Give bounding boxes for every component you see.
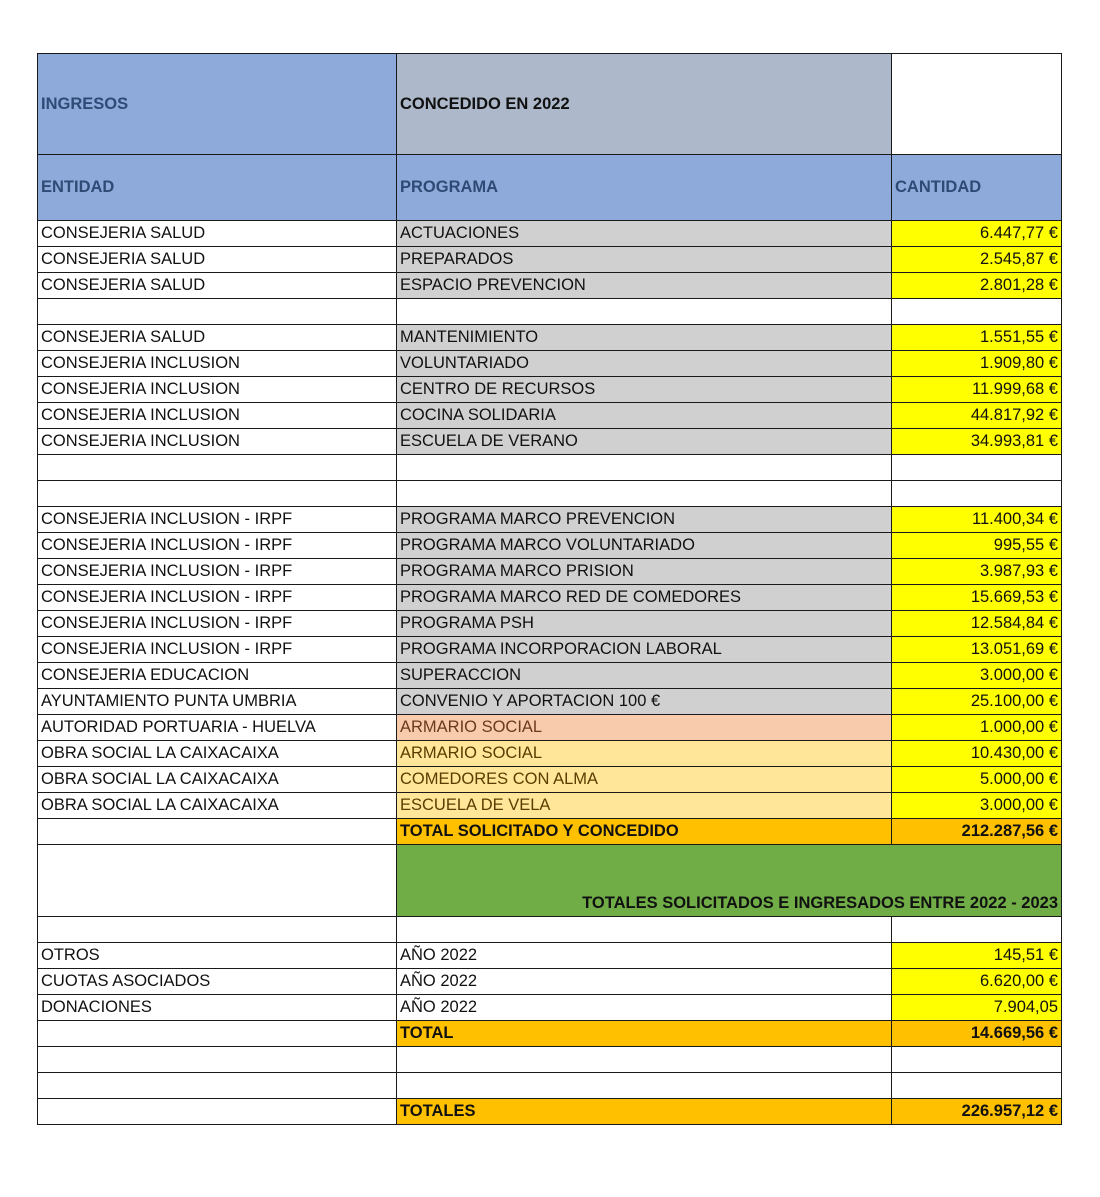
entidad-cell[interactable] [38,481,397,507]
programa-cell[interactable]: PROGRAMA INCORPORACION LABORAL [397,637,892,663]
entidad-cell[interactable]: OBRA SOCIAL LA CAIXACAIXA [38,741,397,767]
ingresos-title: INGRESOS [38,54,397,155]
cantidad-cell[interactable]: 5.000,00 € [892,767,1062,793]
table-row [38,507,1062,533]
programa-cell[interactable]: PROGRAMA MARCO PREVENCION [397,507,892,533]
table-row [38,1073,1062,1099]
entidad-cell[interactable]: OBRA SOCIAL LA CAIXACAIXA [38,767,397,793]
cantidad-cell[interactable]: 145,51 € [892,943,1062,969]
table-row [38,403,1062,429]
entidad-cell[interactable]: AUTORIDAD PORTUARIA - HUELVA [38,715,397,741]
table-row [38,481,1062,507]
table-row [38,1021,1062,1047]
programa-cell[interactable]: ESCUELA DE VERANO [397,429,892,455]
entidad-cell[interactable]: CONSEJERIA EDUCACION [38,663,397,689]
programa-cell[interactable]: TOTAL SOLICITADO Y CONCEDIDO [397,819,892,845]
entidad-cell[interactable]: CONSEJERIA SALUD [38,247,397,273]
ingresos-table [37,53,1062,1125]
programa-cell[interactable]: PROGRAMA MARCO VOLUNTARIADO [397,533,892,559]
table-row [38,969,1062,995]
programa-cell[interactable]: AÑO 2022 [397,943,892,969]
cantidad-cell[interactable]: 14.669,56 € [892,1021,1062,1047]
entidad-cell[interactable]: CONSEJERIA INCLUSION [38,403,397,429]
table-row [38,377,1062,403]
programa-cell[interactable] [397,481,892,507]
entidad-cell[interactable] [38,819,397,845]
entidad-cell[interactable]: CONSEJERIA INCLUSION - IRPF [38,611,397,637]
entidad-cell[interactable]: OBRA SOCIAL LA CAIXACAIXA [38,793,397,819]
entidad-cell[interactable]: CONSEJERIA INCLUSION - IRPF [38,533,397,559]
entidad-cell[interactable] [38,455,397,481]
blank-cell [892,54,1062,155]
table-row [38,917,1062,943]
entidad-cell[interactable] [38,917,397,943]
programa-cell[interactable]: CONVENIO Y APORTACION 100 € [397,689,892,715]
programa-cell[interactable]: PROGRAMA MARCO PRISION [397,559,892,585]
cantidad-cell[interactable] [892,455,1062,481]
entidad-cell[interactable]: CONSEJERIA INCLUSION - IRPF [38,507,397,533]
table-row [38,995,1062,1021]
programa-cell[interactable] [397,917,892,943]
cantidad-cell[interactable]: 1.000,00 € [892,715,1062,741]
programa-cell[interactable]: PROGRAMA MARCO RED DE COMEDORES [397,585,892,611]
cantidad-cell[interactable] [892,481,1062,507]
programa-cell[interactable]: ESPACIO PREVENCION [397,273,892,299]
programa-cell[interactable]: AÑO 2022 [397,995,892,1021]
cantidad-cell[interactable]: 3.000,00 € [892,663,1062,689]
entidad-cell[interactable]: CONSEJERIA INCLUSION [38,351,397,377]
cantidad-cell[interactable]: 995,55 € [892,533,1062,559]
programa-cell[interactable]: SUPERACCION [397,663,892,689]
entidad-cell[interactable]: CONSEJERIA INCLUSION - IRPF [38,585,397,611]
cantidad-cell[interactable]: 226.957,12 € [892,1099,1062,1125]
programa-cell[interactable]: TOTAL [397,1021,892,1047]
cantidad-cell[interactable]: 3.987,93 € [892,559,1062,585]
cantidad-cell[interactable]: 6.620,00 € [892,969,1062,995]
col-entidad: ENTIDAD [38,155,397,221]
cantidad-cell[interactable]: 13.051,69 € [892,637,1062,663]
cantidad-cell[interactable]: 11.400,34 € [892,507,1062,533]
entidad-cell[interactable]: CONSEJERIA SALUD [38,221,397,247]
cantidad-cell[interactable]: 3.000,00 € [892,793,1062,819]
entidad-cell[interactable]: CONSEJERIA INCLUSION - IRPF [38,559,397,585]
table-row [38,943,1062,969]
programa-cell[interactable]: ESCUELA DE VELA [397,793,892,819]
cantidad-cell[interactable]: 34.993,81 € [892,429,1062,455]
programa-cell[interactable] [397,1047,892,1073]
entidad-cell[interactable] [38,845,397,917]
programa-cell[interactable] [397,299,892,325]
cantidad-cell[interactable]: 1.551,55 € [892,325,1062,351]
cantidad-cell[interactable]: 44.817,92 € [892,403,1062,429]
programa-cell[interactable] [397,455,892,481]
programa-cell[interactable]: AÑO 2022 [397,969,892,995]
programa-cell[interactable]: ACTUACIONES [397,221,892,247]
table-row [38,793,1062,819]
table-row [38,273,1062,299]
cantidad-cell[interactable] [892,299,1062,325]
programa-cell[interactable]: VOLUNTARIADO [397,351,892,377]
entidad-cell[interactable]: OTROS [38,943,397,969]
entidad-cell[interactable]: CONSEJERIA SALUD [38,273,397,299]
cantidad-cell[interactable]: 10.430,00 € [892,741,1062,767]
table-row [38,221,1062,247]
cantidad-cell[interactable]: 2.801,28 € [892,273,1062,299]
entidad-cell[interactable]: CONSEJERIA INCLUSION - IRPF [38,637,397,663]
programa-cell[interactable]: COMEDORES CON ALMA [397,767,892,793]
table-row [38,325,1062,351]
entidad-cell[interactable]: AYUNTAMIENTO PUNTA UMBRIA [38,689,397,715]
cantidad-cell[interactable] [892,1047,1062,1073]
programa-cell[interactable]: ARMARIO SOCIAL [397,715,892,741]
col-cantidad: CANTIDAD [892,155,1062,221]
table-row [38,611,1062,637]
table-row [38,455,1062,481]
entidad-cell[interactable] [38,1021,397,1047]
entidad-cell[interactable]: CUOTAS ASOCIADOS [38,969,397,995]
table-row [38,637,1062,663]
concedido-title: CONCEDIDO EN 2022 [397,54,892,155]
column-header-row [38,155,1062,221]
cantidad-cell[interactable]: 7.904,05 [892,995,1062,1021]
table-row [38,689,1062,715]
table-row [38,715,1062,741]
programa-cell[interactable]: ARMARIO SOCIAL [397,741,892,767]
cantidad-cell[interactable]: 25.100,00 € [892,689,1062,715]
programa-cell[interactable]: MANTENIMIENTO [397,325,892,351]
table-row [38,767,1062,793]
entidad-cell[interactable]: CONSEJERIA INCLUSION [38,377,397,403]
col-programa: PROGRAMA [397,155,892,221]
table-row [38,559,1062,585]
table-row [38,663,1062,689]
table-row [38,845,1062,917]
table-row [38,351,1062,377]
table-row [38,533,1062,559]
programa-cell[interactable]: PREPARADOS [397,247,892,273]
table-row [38,819,1062,845]
cantidad-cell[interactable] [892,1073,1062,1099]
cantidad-cell[interactable]: 15.669,53 € [892,585,1062,611]
cantidad-cell[interactable]: 212.287,56 € [892,819,1062,845]
cantidad-cell[interactable]: 6.447,77 € [892,221,1062,247]
entidad-cell[interactable] [38,299,397,325]
programa-cell[interactable]: PROGRAMA PSH [397,611,892,637]
table-row [38,1047,1062,1073]
table-row [38,429,1062,455]
table-row [38,299,1062,325]
cantidad-cell[interactable]: 1.909,80 € [892,351,1062,377]
entidad-cell[interactable] [38,1047,397,1073]
table-row [38,1099,1062,1125]
cantidad-cell[interactable] [892,917,1062,943]
entidad-cell[interactable] [38,1073,397,1099]
entidad-cell[interactable]: CONSEJERIA SALUD [38,325,397,351]
cantidad-cell[interactable]: 2.545,87 € [892,247,1062,273]
programa-cell[interactable]: CENTRO DE RECURSOS [397,377,892,403]
table-row [38,741,1062,767]
entidad-cell[interactable]: CONSEJERIA INCLUSION [38,429,397,455]
table-row [38,247,1062,273]
programa-cell[interactable] [397,1073,892,1099]
entidad-cell[interactable] [38,1099,397,1125]
title-row [38,54,1062,155]
entidad-cell[interactable]: DONACIONES [38,995,397,1021]
programa-cell[interactable]: COCINA SOLIDARIA [397,403,892,429]
programa-cell[interactable]: TOTALES [397,1099,892,1125]
table-row [38,585,1062,611]
cantidad-cell[interactable]: 12.584,84 € [892,611,1062,637]
cantidad-cell[interactable]: 11.999,68 € [892,377,1062,403]
green-total-label[interactable]: TOTALES SOLICITADOS E INGRESADOS ENTRE 2022 - 2023 [397,845,1062,917]
